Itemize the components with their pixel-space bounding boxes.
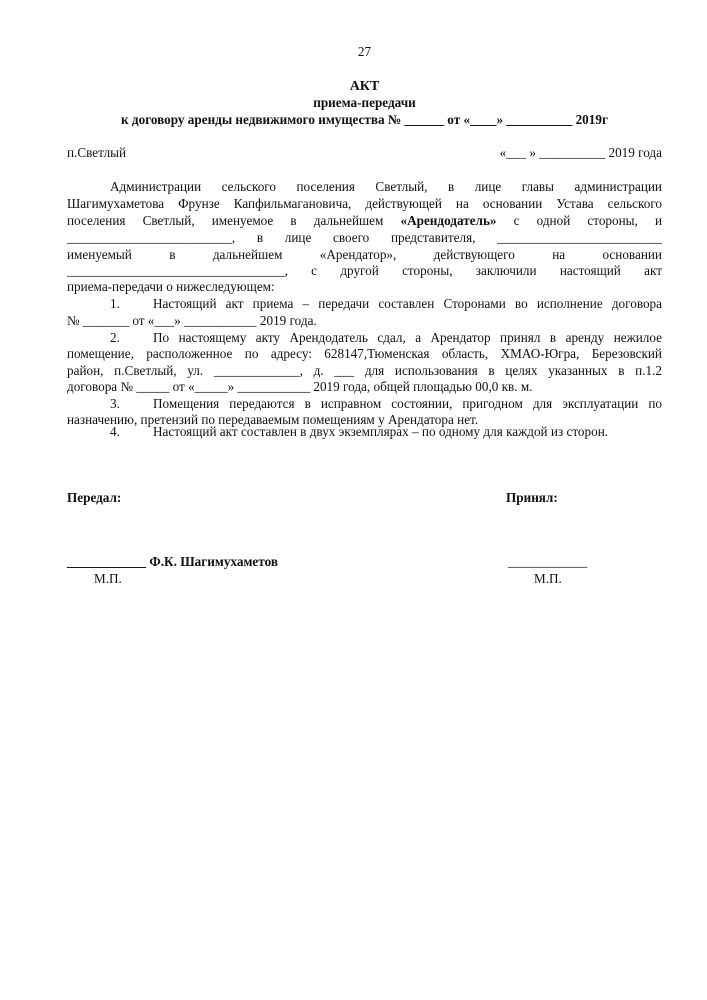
item-text: Настоящий акт приема – передачи составлен Сторонами во исполнение договора [153, 296, 662, 311]
item-line: помещение, расположенное по адресу: 628147,Тюменская область, ХМАО-Югра, Березовский [67, 346, 662, 361]
preamble-line [67, 213, 662, 229]
item-line: район, п.Светлый, ул. _____________, д. ___ для использования в целях указанных в п.1.2 [67, 363, 662, 378]
item-line: договора № _____ от «_____» ___________ 2019 года, общей площадью 00,0 кв. м. [67, 379, 533, 394]
preamble-line: Шагимухаметова Фрунзе Капфильмагановича, действующей на основании Устава сельского [67, 196, 662, 211]
document-subtitle-contract: к договору аренды недвижимого имущества № ______ от «____» __________ 2019г [121, 112, 608, 127]
item-line: № _______ от «___» ___________ 2019 года. [67, 313, 317, 328]
item-number: 3. [110, 396, 120, 411]
transferred-label: Передал: [67, 490, 122, 505]
item-line [67, 396, 662, 412]
item-line [67, 424, 662, 440]
right-signature-line: ____________ [508, 554, 588, 569]
item-line [67, 330, 662, 346]
right-stamp-label: М.П. [534, 571, 562, 586]
item-text: Помещения передаются в исправном состоянии, пригодном для эксплуатации по [153, 396, 662, 411]
item-number: 1. [110, 296, 120, 311]
lessor-term: «Арендодатель» [400, 213, 497, 228]
item-line [67, 296, 662, 312]
document-title: АКТ [349, 79, 380, 94]
preamble-text: поселения Светлый, именуемое в дальнейшем [67, 213, 384, 228]
item-number: 2. [110, 330, 120, 345]
document-subtitle: приема-передачи [313, 95, 416, 110]
preamble-text: с одной стороны, и [513, 213, 663, 228]
item-number: 4. [110, 424, 120, 439]
item-text: Настоящий акт составлен в двух экземплярах – по одному для каждой из сторон. [153, 424, 609, 439]
date: «___ » __________ 2019 года [499, 145, 662, 160]
signature-line: ____________ [67, 554, 147, 569]
page-number: 27 [357, 44, 372, 59]
preamble-line: _________________________________, с другой стороны, заключили настоящий акт [67, 263, 662, 278]
item-text: По настоящему акту Арендодатель сдал, а Арендатор принял в аренду нежилое [153, 330, 662, 345]
place: п.Светлый [67, 145, 127, 160]
item-line: назначению, претензий по передаваемым помещениям у Арендатора нет. [67, 412, 479, 427]
preamble-line: приема-передачи о нижеследующем: [67, 279, 275, 294]
signer-name: Ф.К. Шагимухаметов [149, 554, 278, 569]
left-stamp-label: М.П. [94, 571, 122, 586]
received-label: Принял: [506, 490, 558, 505]
preamble-line: именуемый в дальнейшем «Арендатор», действующего на основании [67, 247, 662, 262]
left-signature [67, 554, 278, 570]
preamble-line: _________________________, в лице своего представителя, _________________________ [67, 230, 662, 245]
preamble-line: Администрации сельского поселения Светлый, в лице главы администрации [110, 179, 662, 194]
